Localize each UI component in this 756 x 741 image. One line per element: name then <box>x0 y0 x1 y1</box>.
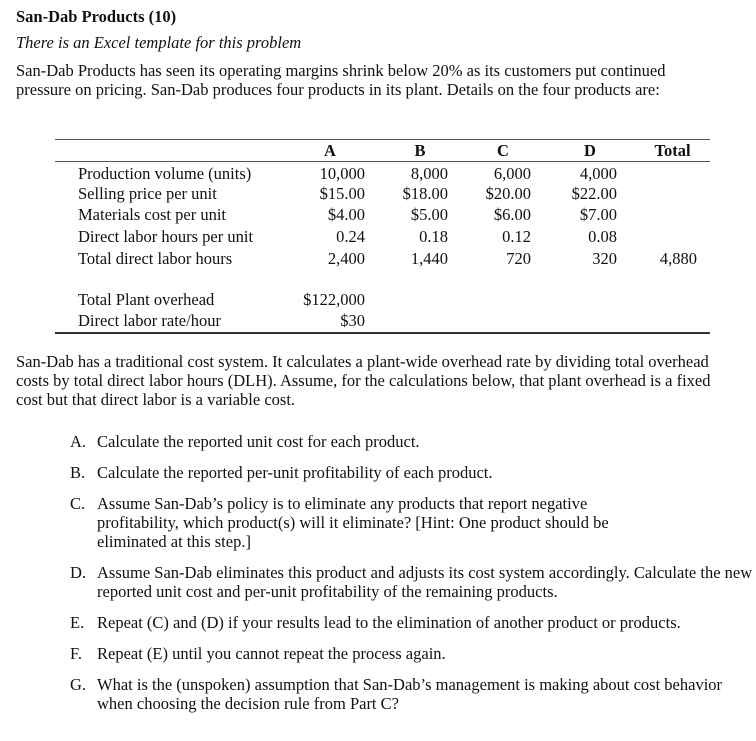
question-item: E. Repeat (C) and (D) if your results lead to the elimination of another product or products. <box>70 613 681 632</box>
header-product-c: C <box>497 141 509 160</box>
header-total: Total <box>654 141 691 160</box>
production-volume-a: 10,000 <box>319 164 365 183</box>
intro-paragraph: San-Dab Products has seen its operating margins shrink below 20% as its customers put continued pressure on pricing. San-Dab produces four products in its plant. Details on the four products are: <box>16 61 666 99</box>
question-item: G. What is the (unspoken) assumption that San-Dab’s management is making about cost behavior when choosing the decision rule from Part C? <box>70 675 723 713</box>
question-item: C. Assume San-Dab’s policy is to eliminate any products that report negative profitability, which product(s) will it eliminate? [Hint: One product should be eliminated at this step.] <box>70 494 609 551</box>
problem-title: San-Dab Products (10) <box>16 7 177 26</box>
row-label-selling-price: Selling price per unit <box>78 184 217 203</box>
products-table <box>55 139 710 333</box>
excel-template-note: There is an Excel template for this problem <box>16 33 302 52</box>
row-label-production-volume: Production volume (units) <box>78 164 252 183</box>
row-label-total-plant-overhead: Total Plant overhead <box>78 290 215 309</box>
total-dlh-total: 4,880 <box>659 249 697 268</box>
question-item: B. Calculate the reported per-unit profitability of each product. <box>70 463 493 482</box>
header-product-b: B <box>414 141 426 160</box>
header-product-a: A <box>324 141 336 160</box>
selling-price-c: $20.00 <box>485 184 531 203</box>
table-bottom-rule <box>55 332 710 334</box>
question-item: F. Repeat (E) until you cannot repeat the process again. <box>70 644 446 663</box>
header-product-d: D <box>584 141 596 160</box>
total-dlh-d: 320 <box>592 249 617 268</box>
dlh-per-unit-a: 0.24 <box>336 227 365 246</box>
total-dlh-c: 720 <box>506 249 531 268</box>
cost-system-paragraph: San-Dab has a traditional cost system. It calculates a plant-wide overhead rate by dividing total overhead costs by total direct labor hours (DLH). Assume, for the calculations below, that plant overhead is a fixed cost but that direct labor is a variable cost. <box>16 352 711 409</box>
production-volume-b: 8,000 <box>410 164 448 183</box>
total-dlh-a: 2,400 <box>327 249 365 268</box>
materials-cost-a: $4.00 <box>327 205 365 224</box>
row-label-dlh-per-unit: Direct labor hours per unit <box>78 227 254 246</box>
table-header-rule <box>55 161 710 162</box>
direct-labor-rate-value: $30 <box>340 311 365 330</box>
materials-cost-c: $6.00 <box>493 205 531 224</box>
materials-cost-d: $7.00 <box>579 205 617 224</box>
dlh-per-unit-b: 0.18 <box>419 227 448 246</box>
row-label-direct-labor-rate: Direct labor rate/hour <box>78 311 221 330</box>
materials-cost-b: $5.00 <box>410 205 448 224</box>
question-item: D. Assume San-Dab eliminates this product and adjusts its cost system accordingly. Calculate the new reported unit cost and per-unit profitability of the remaining products. <box>70 563 753 601</box>
document <box>16 7 751 99</box>
total-plant-overhead-value: $122,000 <box>303 290 365 309</box>
dlh-per-unit-c: 0.12 <box>502 227 531 246</box>
selling-price-d: $22.00 <box>571 184 617 203</box>
total-dlh-b: 1,440 <box>410 249 448 268</box>
table-top-rule <box>55 139 710 140</box>
question-item: A. Calculate the reported unit cost for each product. <box>70 432 420 451</box>
selling-price-b: $18.00 <box>402 184 448 203</box>
selling-price-a: $15.00 <box>319 184 365 203</box>
production-volume-d: 4,000 <box>579 164 617 183</box>
production-volume-c: 6,000 <box>493 164 531 183</box>
dlh-per-unit-d: 0.08 <box>588 227 617 246</box>
question-list <box>70 432 755 725</box>
row-label-total-dlh: Total direct labor hours <box>78 249 233 268</box>
row-label-materials-cost: Materials cost per unit <box>78 205 227 224</box>
